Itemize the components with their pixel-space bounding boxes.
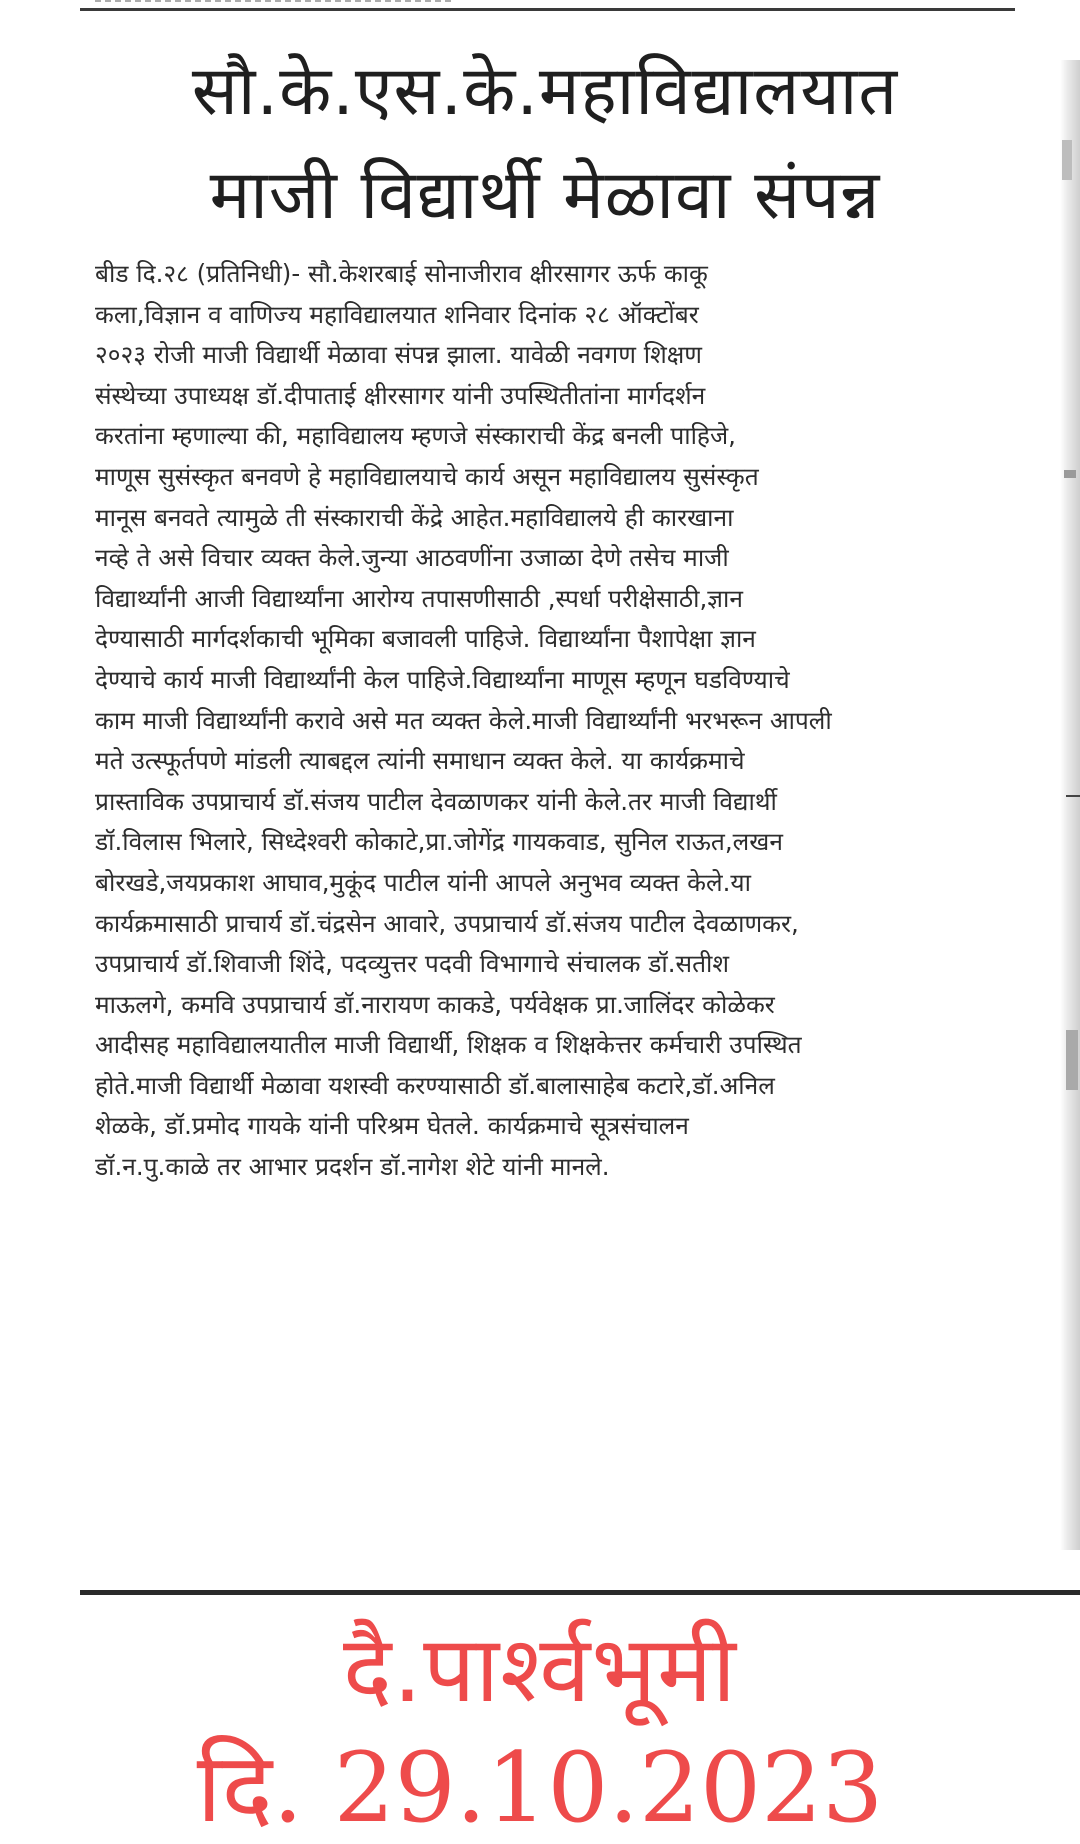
article-line: नव्हे ते असे विचार व्यक्त केले.जुन्या आठवणींना उजाळा देणे तसेच माजी [95,543,729,573]
article-line: करतांना म्हणाल्या की, महाविद्यालय म्हणजे संस्काराची केंद्र बनली पाहिजे, [95,421,736,451]
article-line: डॉ.विलास भिलारे, सिध्देश्वरी कोकाटे,प्रा.जोगेंद्र गायकवाड, सुनिल राऊत,लखन [95,827,783,857]
article-line: देण्यासाठी मार्गदर्शकाची भूमिका बजावली पाहिजे. विद्यार्थ्यांना पैशापेक्षा ज्ञान [95,624,756,654]
article-line: माणूस सुसंस्कृत बनवणे हे महाविद्यालयाचे कार्य असून महाविद्यालय सुसंस्कृत [95,461,759,491]
article-line: माऊलगे, कमवि उपप्राचार्य डॉ.नारायण काकडे, पर्यवेक्षक प्रा.जालिंदर कोळेकर [95,989,775,1019]
article-body [95,254,1005,1188]
article-line: काम माजी विद्यार्थ्यांनी करावे असे मत व्यक्त केले.माजी विद्यार्थ्यांनी भरभरून आपली [95,705,832,735]
adjacent-column-mark [1062,140,1072,180]
article-line: संस्थेच्या उपाध्यक्ष डॉ.दीपाताई क्षीरसागर यांनी उपस्थितीतांना मार्गदर्शन [95,380,706,410]
adjacent-column-rule [1066,795,1080,797]
article-line: कार्यक्रमासाठी प्राचार्य डॉ.चंद्रसेन आवारे, उपप्राचार्य डॉ.संजय पाटील देवळाणकर, [95,908,799,938]
article-line: विद्यार्थ्यांनी आजी विद्यार्थ्यांना आरोग्य तपासणीसाठी ,स्पर्धा परीक्षेसाठी,ज्ञान [95,583,743,613]
article-line: आदीसह महाविद्यालयातील माजी विद्यार्थी, शिक्षक व शिक्षकेत्तर कर्मचारी उपस्थित [95,1030,802,1060]
article-line: उपप्राचार्य डॉ.शिवाजी शिंदे, पदव्युत्तर पदवी विभागाचे संचालक डॉ.सतीश [95,949,730,979]
article-line: कला,विज्ञान व वाणिज्य महाविद्यालयात शनिवार दिनांक २८ ऑक्टोंबर [95,299,699,329]
article-line: मते उत्स्फूर्तपणे मांडली त्याबद्दल त्यांनी समाधान व्यक्त केले. या कार्यक्रमाचे [95,746,745,776]
adjacent-column-edge [1060,60,1080,1550]
article-line: डॉ.न.पु.काळे तर आभार प्रदर्शन डॉ.नागेश शेटे यांनी मानले. [95,1152,610,1182]
headline-line-2: माजी विद्यार्थी मेळावा संपन्न [209,156,881,235]
article-line: प्रास्ताविक उपप्राचार्य डॉ.संजय पाटील देवळाणकर यांनी केले.तर माजी विद्यार्थी [95,786,777,816]
article-line: बीड दि.२८ (प्रतिनिधी)- सौ.केशरबाई सोनाजीराव क्षीरसागर ऊर्फ काकू [95,259,708,288]
publication-date: दि. 29.10.2023 [196,1732,884,1844]
article-line: बोरखडे,जयप्रकाश आघाव,मुकूंद पाटील यांनी आपले अनुभव व्यक्त केले.या [95,867,751,897]
adjacent-column-mark [1066,1030,1078,1090]
adjacent-column-mark [1064,470,1076,478]
article-line: मानूस बनवते त्यामुळे ती संस्काराची केंद्रे आहेत.महाविद्यालये ही कारखाना [95,502,734,532]
article-line: २०२३ रोजी माजी विद्यार्थी मेळावा संपन्न झाला. यावेळी नवगण शिक्षण [95,340,703,370]
article-line: शेळके, डॉ.प्रमोद गायके यांनी परिश्रम घेतले. कार्यक्रमाचे सूत्रसंचालन [95,1111,689,1141]
article-line: होते.माजी विद्यार्थी मेळावा यशस्वी करण्यासाठी डॉ.बालासाहेब कटारे,डॉ.अनिल [95,1070,775,1100]
bottom-divider [80,1590,1080,1595]
top-divider [80,8,1015,11]
newspaper-name: दै.पार्श्वभूमी [343,1616,737,1723]
headline-line-1: सौ.के.एस.के.महाविद्यालयात [191,52,899,131]
article-line: देण्याचे कार्य माजी विद्यार्थ्यांनी केल पाहिजे.विद्यार्थ्यांना माणूस म्हणून घडविण्याचे [95,664,790,694]
article-headline [70,40,1020,248]
top-clipped-text-fragment [95,0,455,2]
